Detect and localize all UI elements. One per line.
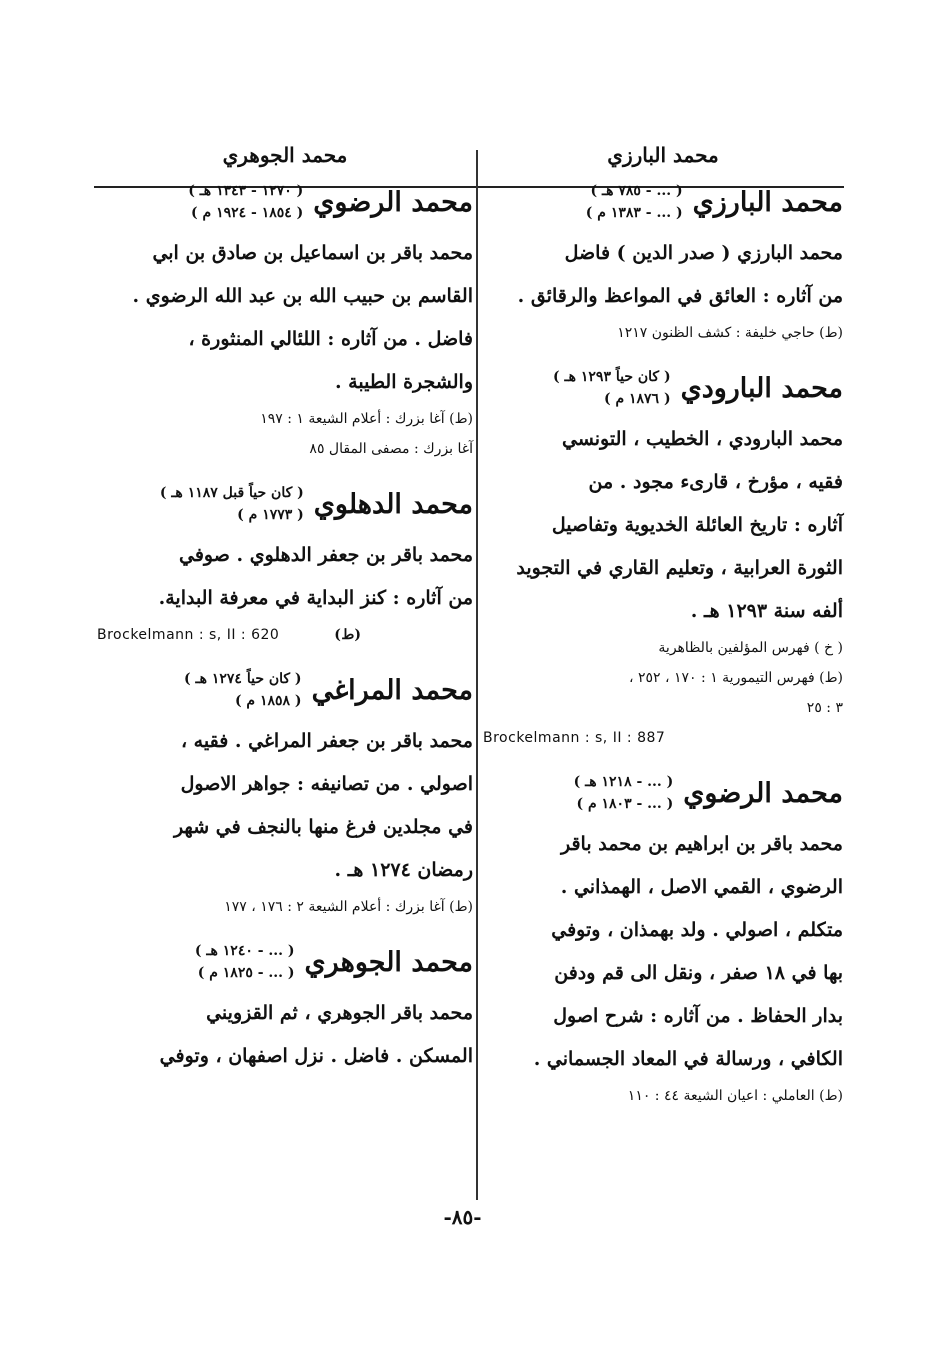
reference-line: (ط) آغا بزرك : أعلام الشيعة ٢ : ١٧٦ ، ١٧٧ (224, 899, 473, 915)
text-line: محمد باقر بن اسماعيل بن صادق بن ابي (152, 242, 473, 264)
entry-name: محمد المراغي (311, 674, 473, 706)
text-line: فقيه ، مؤرخ ، قارىء مجود . من (588, 471, 843, 493)
latin-reference (97, 620, 473, 650)
entry-text (97, 232, 473, 404)
entry-name: محمد الدهلوي (313, 488, 473, 520)
text-line: بدار الحفاظ . من آثاره : شرح اصول (553, 1005, 843, 1027)
entry-dates (188, 180, 303, 224)
reference-line: (ط) فهرس التيمورية ١ : ١٧٠ ، ٢٥٢ ، (629, 670, 843, 686)
text-line: آثاره : تاريخ العائلة الخديوية وتفاصيل (551, 514, 843, 536)
text-line: محمد البارودي ، الخطيب ، التونسي (561, 428, 843, 450)
entry-name: محمد البارزي (692, 186, 843, 218)
entry-heading (483, 366, 843, 410)
entry-references (97, 620, 473, 650)
entry-references (97, 892, 473, 922)
column-divider (476, 150, 478, 1200)
text-line: رمضان ١٢٧٤ هـ . (334, 859, 473, 881)
entry-barudi (483, 366, 843, 753)
entry-dates (195, 940, 295, 984)
entry-dates (586, 180, 683, 224)
text-line: اصولي . من تصانيفه : جواهر الاصول (180, 773, 473, 795)
entry-dates (553, 366, 671, 410)
reference-line: ٣ : ٢٥ (806, 700, 843, 716)
text-line: محمد باقر بن جعفر المراغي . فقيه ، (180, 730, 473, 752)
hijri-date: ( ١٢٧٠ - ١٣٤٣ هـ ) (188, 183, 304, 199)
entry-name: محمد البارودي (680, 372, 843, 404)
entry-references (483, 633, 843, 753)
text-line: ألفه سنة ١٢٩٣ هـ . (690, 600, 843, 622)
print-tag: (ط) (334, 627, 362, 643)
entry-text (483, 418, 843, 633)
text-line: القاسم بن حبيب الله بن عبد الله الرضوي . (132, 285, 473, 307)
entry-heading (483, 180, 843, 224)
hijri-date: ( ... - ١٢١٨ هـ ) (573, 774, 674, 790)
gregorian-date: ( ١٨٥٤ - ١٩٢٤ م ) (191, 205, 304, 221)
gregorian-date: ( ١٧٧٣ م ) (237, 507, 304, 523)
hijri-date: ( ... - ١٢٤٠ هـ ) (194, 943, 295, 959)
entry-heading (483, 771, 843, 815)
text-line: من آثاره : كنز البداية في معرفة البداية. (158, 587, 473, 609)
entry-name: محمد الرضوي (313, 186, 473, 218)
entry-heading (97, 180, 473, 224)
text-line: محمد باقر بن ابراهيم بن محمد باقر (560, 833, 843, 855)
entry-dihlawi (97, 482, 473, 650)
reference-line: ( خ ) فهرس المؤلفين بالظاهرية (658, 640, 843, 656)
right-column-header: محمد البارزي (607, 143, 719, 167)
page-number: -٨٥- (443, 1205, 482, 1229)
entry-text (97, 992, 473, 1078)
entry-radawi-1343 (97, 180, 473, 464)
entry-text (97, 534, 473, 620)
entry-barizi (483, 180, 843, 348)
text-line: فاضل . من آثاره : اللئالي المنثورة ، (188, 328, 473, 350)
text-line: الثورة العرابية ، وتعليم القاري في التجويد (516, 557, 843, 579)
entry-heading (97, 482, 473, 526)
entry-dates (574, 771, 674, 815)
text-line: محمد البارزي ( صدر الدين ) فاضل (564, 242, 843, 264)
entry-text (483, 823, 843, 1081)
text-line: من آثاره : العائق في المواعظ والرقائق . (517, 285, 843, 307)
reference-line: آغا بزرك : مصفى المقال ٨٥ (309, 441, 473, 457)
left-column-header: محمد الجوهري (222, 143, 348, 167)
text-line: محمد باقر بن جعفر الدهلوي . صوفي (178, 544, 473, 566)
right-column (483, 130, 843, 1129)
gregorian-date: ( ١٨٧٦ م ) (603, 391, 671, 407)
gregorian-date: ( ... - ١٨٠٣ م ) (576, 796, 674, 812)
entry-heading (97, 940, 473, 984)
text-line: متكلم ، اصولي . ولد بهمذان ، وتوفي (551, 919, 843, 941)
entry-references (97, 404, 473, 464)
hijri-date: ( كان حياً قبل ١١٨٧ هـ ) (159, 485, 304, 501)
latin-reference: Brockelmann : s, II : 887 (483, 730, 666, 746)
entry-jawhari (97, 940, 473, 1078)
latin-reference-text: Brockelmann : s, II : 620 (97, 627, 280, 643)
entry-references (483, 318, 843, 348)
hijri-date: ( ... - ٧٨٥ هـ ) (590, 183, 683, 199)
text-line: الرضوي ، القمي الاصل ، الهمذاني . (560, 876, 843, 898)
text-line: الكافي ، ورسالة في المعاد الجسماني . (533, 1048, 843, 1070)
text-line: في مجلدين فرغ منها بالنجف في شهر (173, 816, 473, 838)
entry-dates (184, 668, 302, 712)
entry-name: محمد الرضوي (683, 777, 843, 809)
gregorian-date: ( ١٨٥٨ م ) (234, 693, 302, 709)
entry-text (483, 232, 843, 318)
text-line: المسكن . فاضل . نزل اصفهان ، وتوفي (159, 1045, 473, 1067)
entry-text (97, 720, 473, 892)
gregorian-date: ( ... - ١٨٢٥ م ) (197, 965, 295, 981)
entry-name: محمد الجوهري (304, 946, 473, 978)
text-line: بها في ١٨ صفر ، ونقل الى قم ودفن (554, 962, 843, 984)
gregorian-date: ( ... - ١٣٨٣ م ) (585, 205, 683, 221)
text-line: والشجرة الطيبة . (334, 371, 473, 393)
text-line: محمد باقر الجوهري ، ثم القزويني (206, 1002, 473, 1024)
reference-line: (ط) آغا بزرك : أعلام الشيعة ١ : ١٩٧ (260, 411, 473, 427)
hijri-date: ( كان حياً ١٢٩٣ هـ ) (553, 369, 671, 385)
entry-references (483, 1081, 843, 1111)
hijri-date: ( كان حياً ١٢٧٤ هـ ) (184, 671, 302, 687)
entry-maraghi (97, 668, 473, 922)
entry-dates (160, 482, 304, 526)
left-column (97, 130, 473, 1096)
reference-line: (ط) العاملي : اعيان الشيعة ٤٤ : ١١٠ (627, 1088, 843, 1104)
entry-heading (97, 668, 473, 712)
entry-radawi-1218 (483, 771, 843, 1111)
reference-line: (ط) حاجي خليفة : كشف الظنون ١٢١٧ (617, 325, 843, 341)
